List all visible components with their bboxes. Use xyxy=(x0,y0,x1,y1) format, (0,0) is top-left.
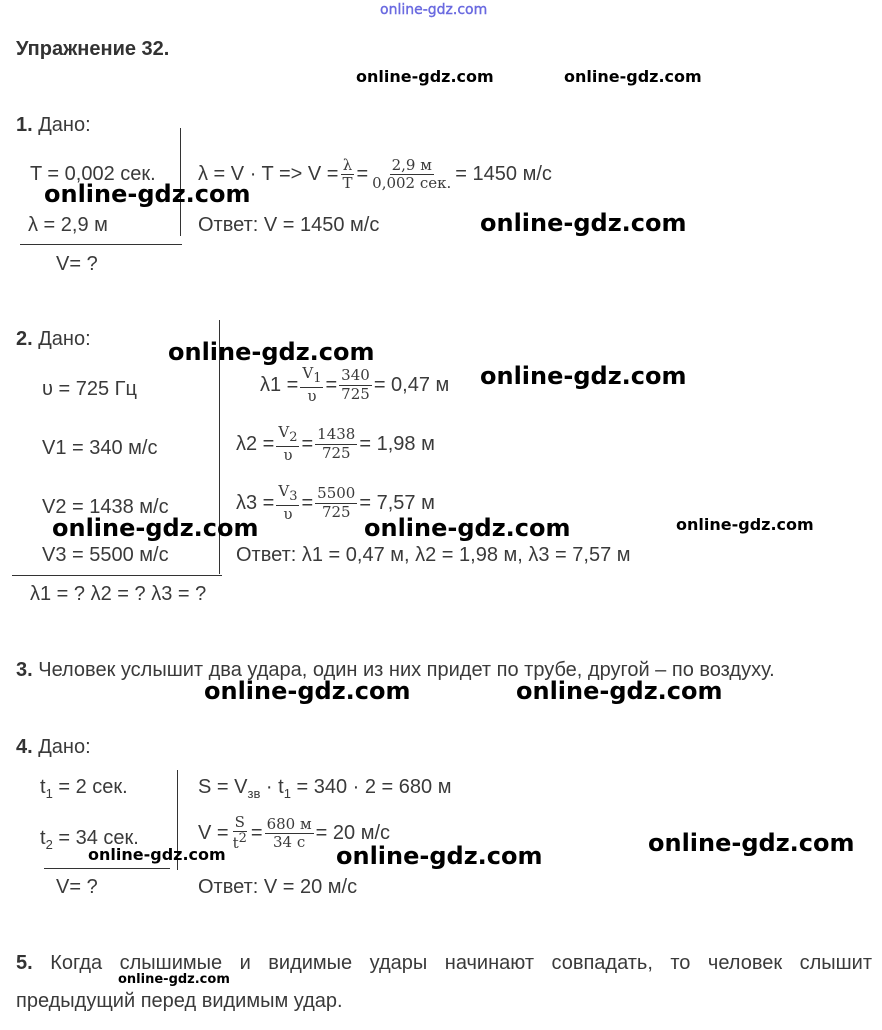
watermark: online-gdz.com xyxy=(44,180,251,208)
solution-formula: $S = V_{зв} \cdot t_1 = 340 \cdot 2 = 680$ м xyxy=(198,776,452,801)
watermark: online-gdz.com xyxy=(204,677,411,705)
fraction: $\frac{2,9 м}{\text{0,002 сек.}}$ xyxy=(372,156,452,193)
answer: Ответ: V = 1450 м/с xyxy=(198,214,380,236)
given-label: Дано: xyxy=(38,736,91,758)
problem-4-header xyxy=(16,736,91,759)
given-item: V1 = 340 м/с xyxy=(42,437,158,459)
problem-number: 2. xyxy=(16,328,33,350)
watermark: online-gdz.com xyxy=(356,67,494,86)
find-item: V= ? xyxy=(56,253,98,275)
given-divider-horizontal xyxy=(44,868,170,869)
answer: Ответ: λ1 = 0,47 м, λ2 = 1,98 м, λ3 = 7,57 м xyxy=(236,544,631,566)
fraction: $\frac{\lambda}{T}$ xyxy=(342,156,353,193)
solution-row: λ1 = $\frac{V_1}{\upsilon}$ = $\frac{340}{725}$ = 0,47 м xyxy=(260,364,450,405)
solution-row: λ3 = $\frac{V_3}{\upsilon}$ = $\frac{5500}{725}$ = 7,57 м xyxy=(236,482,435,523)
given-item: V3 = 5500 м/с xyxy=(42,544,169,566)
watermark: online-gdz.com xyxy=(564,67,702,86)
solution-row: λ2 = $\frac{V_2}{\upsilon}$ = $\frac{1438}{725}$ = 1,98 м xyxy=(236,423,435,464)
watermark: online-gdz.com xyxy=(480,362,687,390)
watermark: online-gdz.com xyxy=(516,677,723,705)
given-item: λ = 2,9 м xyxy=(28,214,108,236)
watermark: online-gdz.com xyxy=(168,338,375,366)
watermark: online-gdz.com xyxy=(336,842,543,870)
given-label: Дано: xyxy=(38,114,91,136)
problem-number: 4. xyxy=(16,736,33,758)
problem-2-header xyxy=(16,328,91,351)
problem-1-header xyxy=(16,114,91,137)
given-item: υ = 725 Гц xyxy=(42,378,137,400)
watermark-top: online-gdz.com xyxy=(380,2,488,18)
problem-text: Человек услышит два удара, один из них придет по трубе, другой – по воздуху. xyxy=(38,659,775,681)
watermark: online-gdz.com xyxy=(480,209,687,237)
given-label: Дано: xyxy=(38,328,91,350)
problem-text: Когда слышимые и видимые удары начинают совпадать, то человек слышит предыдущий перед видимым удар. xyxy=(16,952,872,1012)
problem-number: 5. xyxy=(16,952,33,974)
watermark: online-gdz.com xyxy=(364,514,571,542)
find-item: λ1 = ? λ2 = ? λ3 = ? xyxy=(30,583,207,605)
watermark: online-gdz.com xyxy=(648,829,855,857)
find-item: V= ? xyxy=(56,876,98,898)
watermark: online-gdz.com xyxy=(676,515,814,534)
answer: Ответ: V = 20 м/с xyxy=(198,876,358,898)
given-divider-horizontal xyxy=(20,244,182,245)
solution-formula: V = $\frac{S}{t^2}$ = $\frac{680 м}{34 с}$ = 20 м/с xyxy=(198,813,391,853)
given-divider-horizontal xyxy=(12,575,222,576)
watermark: online-gdz.com xyxy=(118,972,230,987)
given-item: T = 0,002 сек. xyxy=(30,163,156,185)
problem-number: 1. xyxy=(16,114,33,136)
given-item: V2 = 1438 м/с xyxy=(42,496,169,518)
page-title: Упражнение 32. xyxy=(16,38,170,60)
watermark: online-gdz.com xyxy=(52,514,259,542)
problem-number: 3. xyxy=(16,659,33,681)
watermark: online-gdz.com xyxy=(88,845,226,864)
solution-formula: λ = V · T => V = $\frac{\lambda}{T}$ = $\frac{2,9 м}{\text{0,002 сек.}}$ = 1450 м/с xyxy=(198,156,552,193)
given-item: $t_2 = 34$ сек. xyxy=(40,827,139,852)
given-item: $t_1 = 2$ сек. xyxy=(40,776,128,801)
